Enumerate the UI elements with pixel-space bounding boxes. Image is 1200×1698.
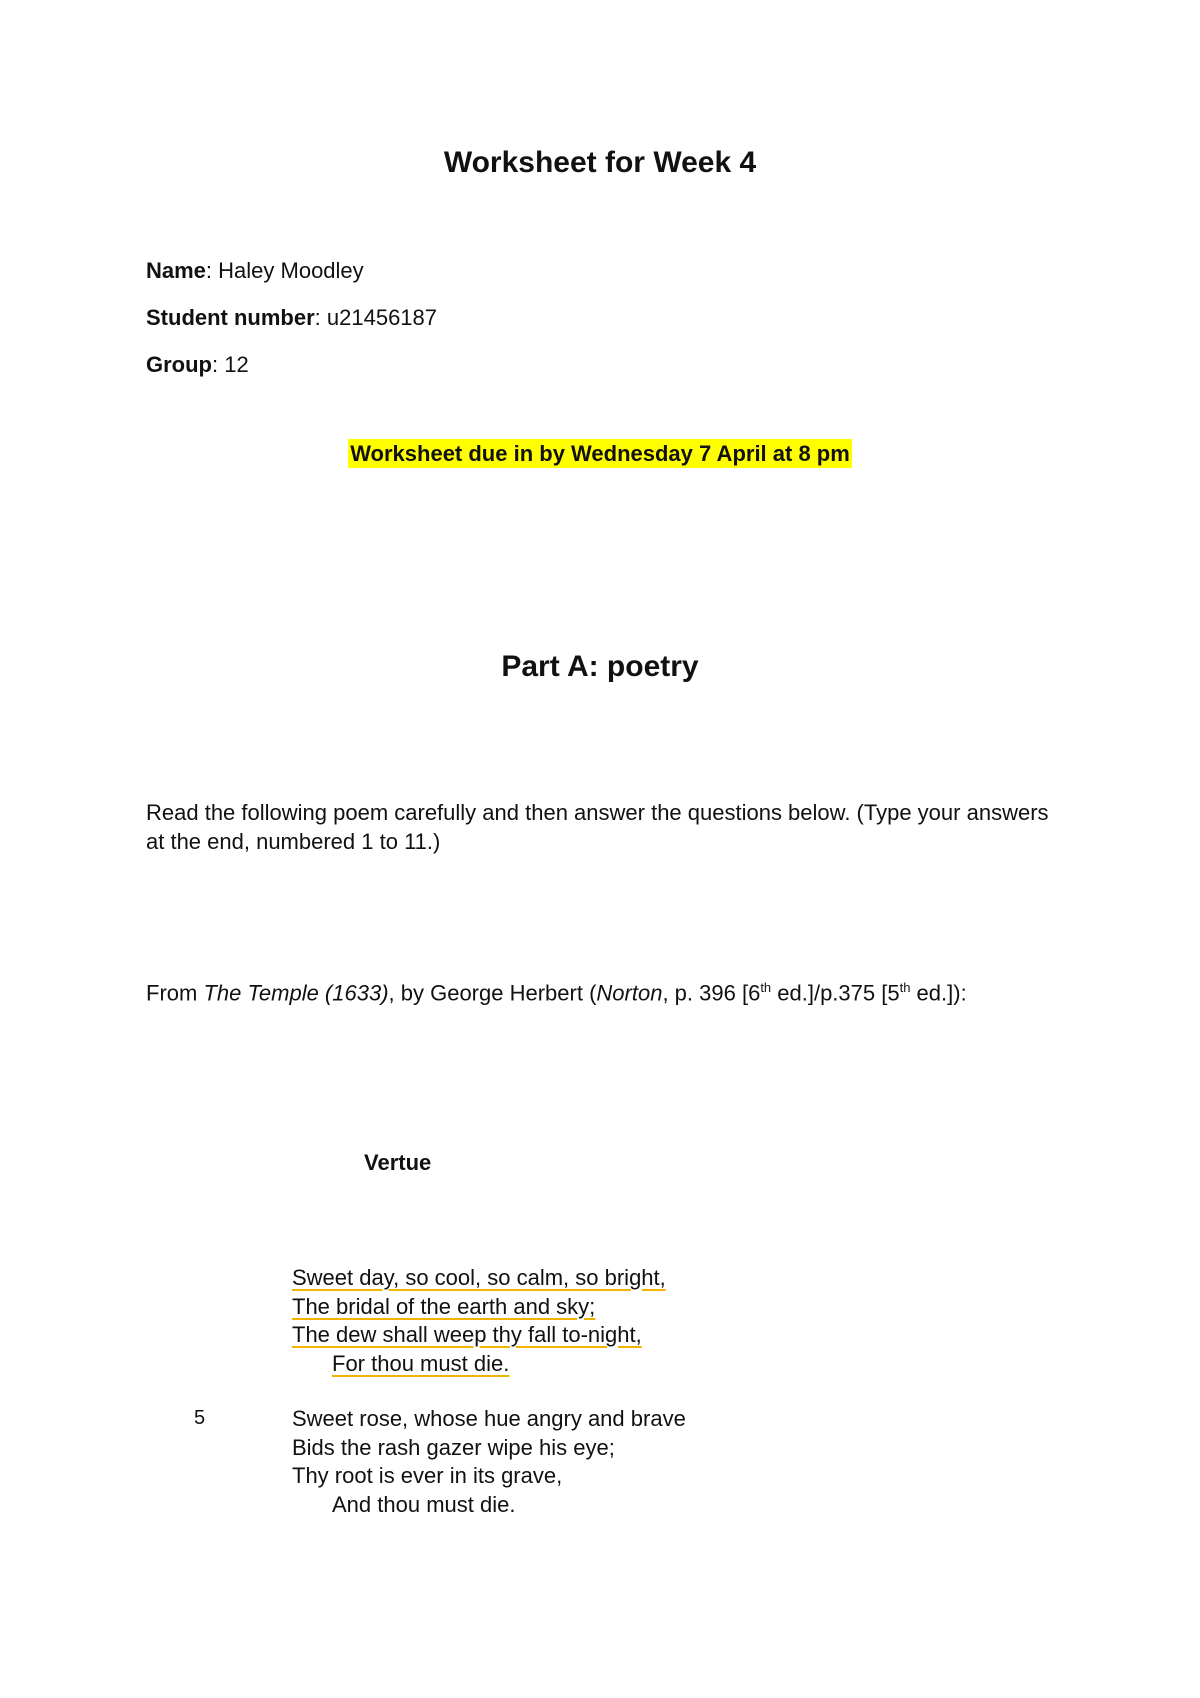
line-number: 5 xyxy=(194,1407,206,1429)
source-pages-a: , p. 396 [6 xyxy=(662,980,761,1006)
poem-line xyxy=(292,1350,666,1379)
name-value: : Haley Moodley xyxy=(205,258,364,283)
poem-line xyxy=(292,1321,666,1350)
underlined-text: The dew shall weep thy fall to-night, xyxy=(292,1322,642,1347)
student-number-value: : u21456187 xyxy=(314,305,438,330)
source-prefix: From xyxy=(146,980,204,1006)
poem-stanza-1 xyxy=(292,1264,666,1378)
group-field xyxy=(146,352,249,378)
poem-line xyxy=(292,1264,666,1293)
source-sup-b: th xyxy=(899,980,911,995)
poem-line: And thou must die. xyxy=(332,1491,516,1517)
underlined-text: The bridal of the earth and sky; xyxy=(292,1293,596,1319)
instructions-paragraph: Read the following poem carefully and then answer the questions below. (Type your answers at the end, numbered 1 to 11.) xyxy=(146,800,1049,854)
name-field xyxy=(146,258,364,284)
source-sup-a: th xyxy=(760,980,772,995)
student-number-field xyxy=(146,305,437,331)
source-author: , by George Herbert ( xyxy=(388,980,597,1006)
poem-line: Thy root is ever in its grave, xyxy=(292,1463,563,1488)
poem-source xyxy=(146,980,967,1006)
source-anthology: Norton xyxy=(596,980,663,1006)
student-number-label: Student number xyxy=(146,305,315,330)
underlined-text: Sweet day, so cool, so calm, so bright, xyxy=(292,1265,666,1290)
group-label: Group xyxy=(146,352,212,377)
source-work-title: The Temple (1633) xyxy=(203,980,389,1006)
due-notice xyxy=(0,441,1200,467)
poem-title: Vertue xyxy=(364,1150,432,1175)
poem-line: Bids the rash gazer wipe his eye; xyxy=(292,1434,615,1460)
due-notice-text: Worksheet due in by Wednesday 7 April at 8 pm xyxy=(350,441,850,466)
part-a-heading: Part A: poetry xyxy=(501,650,699,683)
poem-line: Sweet rose, whose hue angry and brave xyxy=(292,1406,686,1431)
poem-stanza-2 xyxy=(292,1405,686,1519)
group-value: : 12 xyxy=(212,352,249,377)
poem-line xyxy=(292,1293,666,1322)
underlined-text: For thou must die. xyxy=(332,1350,510,1376)
source-pages-c: ed.]): xyxy=(910,980,967,1006)
name-label: Name xyxy=(146,258,206,283)
source-pages-b: ed.]/p.375 [5 xyxy=(771,980,900,1006)
worksheet-title: Worksheet for Week 4 xyxy=(443,146,757,179)
